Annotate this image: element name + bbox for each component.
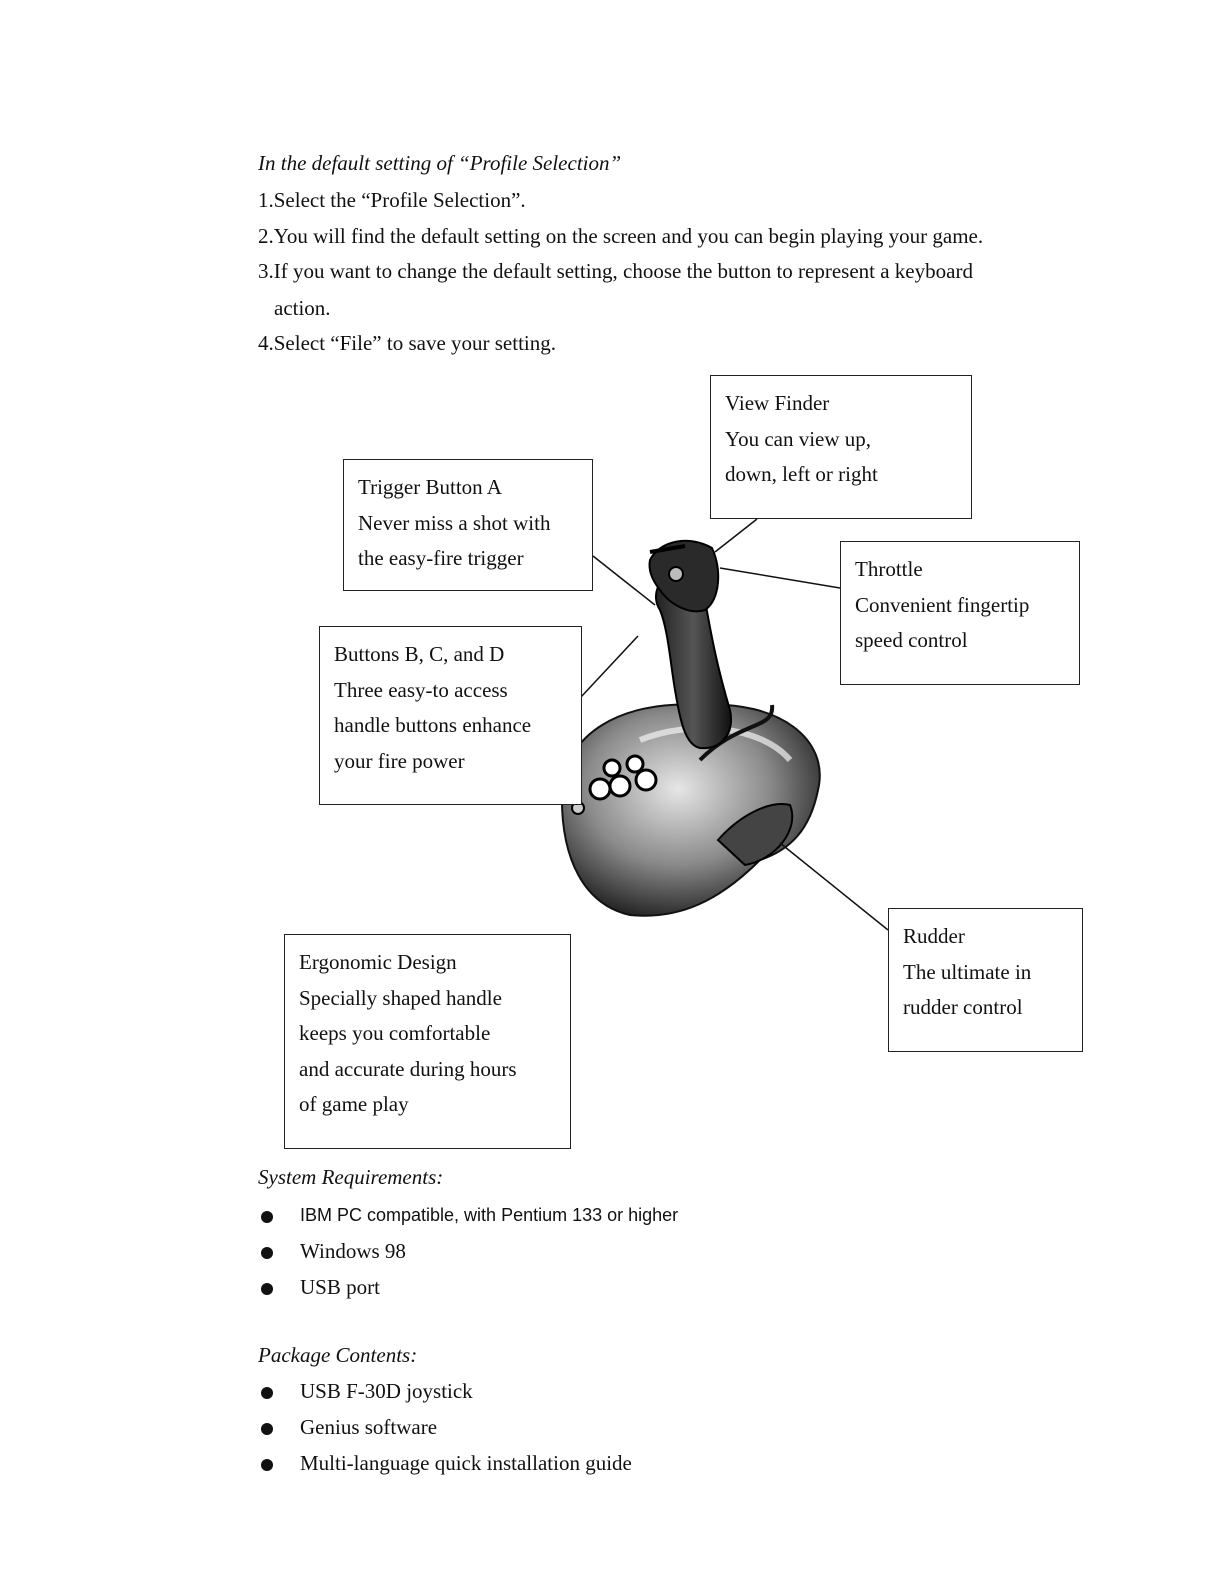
view-finder-title: View Finder bbox=[725, 391, 830, 415]
rudder-desc-2: rudder control bbox=[903, 995, 1023, 1019]
trigger-button-desc-2: the easy-fire trigger bbox=[358, 546, 524, 570]
bullet-icon bbox=[261, 1423, 273, 1435]
view-finder-callout bbox=[710, 375, 972, 519]
rudder-desc-1: The ultimate in bbox=[903, 959, 1032, 984]
rudder-callout bbox=[888, 908, 1083, 1052]
buttons-bcd-desc-3: your fire power bbox=[334, 748, 465, 773]
ergonomic-design-callout bbox=[284, 934, 571, 1149]
buttons-bcd-callout bbox=[319, 626, 582, 805]
throttle-desc-1: Convenient fingertip bbox=[855, 592, 1030, 617]
view-finder-desc-2: down, left or right bbox=[725, 462, 878, 486]
system-requirements-heading: System Requirements: bbox=[258, 1165, 444, 1189]
step-2: 2.You will find the default setting on the screen and you can begin playing your game. bbox=[258, 224, 984, 248]
ergonomic-desc-3: and accurate during hours bbox=[299, 1056, 517, 1081]
package-contents-heading: Package Contents: bbox=[258, 1343, 418, 1367]
step-3-continued: action. bbox=[274, 296, 331, 320]
ergonomic-desc-4: of game play bbox=[299, 1092, 409, 1116]
profile-selection-heading: In the default setting of “Profile Selection” bbox=[258, 151, 622, 175]
trigger-button-desc-1: Never miss a shot with bbox=[358, 510, 551, 535]
trigger-button-callout bbox=[343, 459, 593, 591]
bullet-icon bbox=[261, 1247, 273, 1259]
step-1: 1.Select the “Profile Selection”. bbox=[258, 188, 526, 212]
buttons-bcd-title: Buttons B, C, and D bbox=[334, 642, 505, 666]
rudder-title: Rudder bbox=[903, 924, 965, 948]
joystick-illustration bbox=[562, 541, 820, 916]
throttle-desc-2: speed control bbox=[855, 628, 968, 652]
bullet-icon bbox=[261, 1211, 273, 1223]
throttle-callout bbox=[840, 541, 1080, 685]
ergonomic-title: Ergonomic Design bbox=[299, 950, 457, 974]
buttons-bcd-desc-2: handle buttons enhance bbox=[334, 713, 532, 737]
throttle-title: Throttle bbox=[855, 557, 923, 581]
step-4: 4.Select “File” to save your setting. bbox=[258, 331, 557, 355]
trigger-button-title: Trigger Button A bbox=[358, 475, 502, 499]
buttons-bcd-desc-1: Three easy-to access bbox=[334, 677, 508, 702]
bullet-icon bbox=[261, 1459, 273, 1471]
step-3: 3.If you want to change the default setting, choose the button to represent a keyboard bbox=[258, 259, 973, 283]
bullet-icon bbox=[261, 1387, 273, 1399]
bullet-icon bbox=[261, 1283, 273, 1295]
view-finder-desc-1: You can view up, bbox=[725, 426, 872, 451]
ergonomic-desc-1: Specially shaped handle bbox=[299, 985, 502, 1010]
ergonomic-desc-2: keeps you comfortable bbox=[299, 1021, 491, 1045]
